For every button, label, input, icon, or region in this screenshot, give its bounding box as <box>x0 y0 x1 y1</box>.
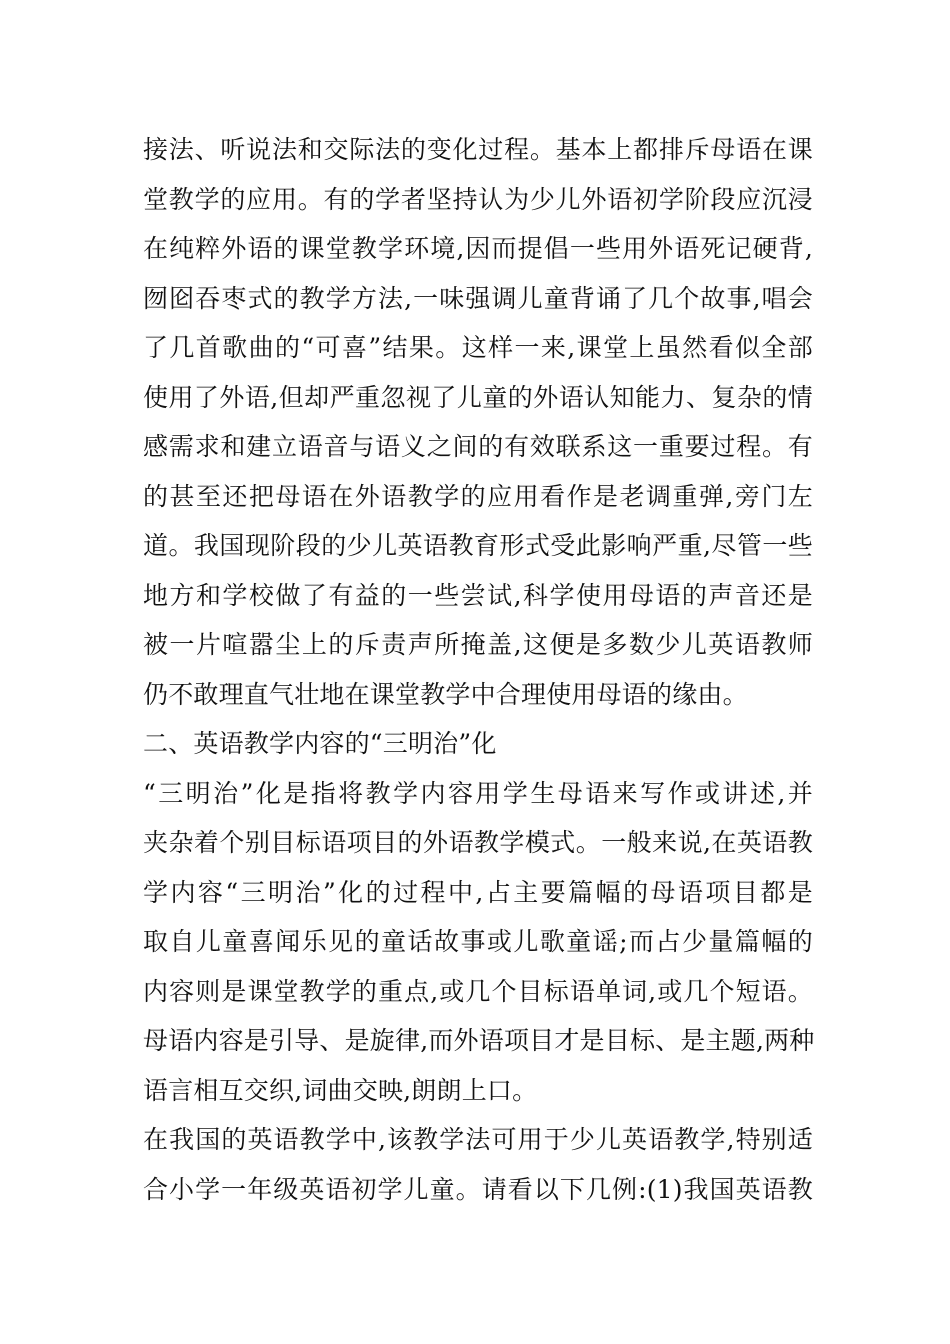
text-line: 了几首歌曲的“可喜”结果。这样一来,课堂上虽然看似全部 <box>143 333 813 362</box>
text-line: 语言相互交织,词曲交映,朗朗上口。 <box>143 1075 538 1105</box>
text-line: 在纯粹外语的课堂教学环境,因而提倡一些用外语死记硬背, <box>143 234 813 263</box>
text-line: 堂教学的应用。有的学者坚持认为少儿外语初学阶段应沉浸 <box>143 184 813 214</box>
text-line: 感需求和建立语音与语义之间的有效联系这一重要过程。有 <box>143 432 813 461</box>
document-body <box>143 125 813 1214</box>
text-line: 使用了外语,但却严重忽视了儿童的外语认知能力、复杂的情 <box>143 382 813 412</box>
text-line: 的甚至还把母语在外语教学的应用看作是老调重弹,旁门左 <box>143 481 813 511</box>
text-line: 接法、听说法和交际法的变化过程。基本上都排斥母语在课 <box>143 135 813 164</box>
text-line: 地方和学校做了有益的一些尝试,科学使用母语的声音还是 <box>143 580 813 610</box>
text-line: 取自儿童喜闻乐见的童话故事或儿歌童谣;而占少量篇幅的 <box>143 927 813 956</box>
text-line: 道。我国现阶段的少儿英语教育形式受此影响严重,尽管一些 <box>143 531 813 560</box>
text-line: 母语内容是引导、是旋律,而外语项目才是目标、是主题,两种 <box>143 1026 815 1055</box>
text-line: 合小学一年级英语初学儿童。请看以下几例:(1)我国英语教 <box>143 1174 813 1204</box>
text-line: 被一片喧嚣尘上的斥责声所掩盖,这便是多数少儿英语教师 <box>143 630 813 659</box>
text-line: 在我国的英语教学中,该教学法可用于少儿英语教学,特别适 <box>143 1125 813 1154</box>
text-line: 内容则是课堂教学的重点,或几个目标语单词,或几个短语。 <box>143 976 813 1006</box>
text-line: 夹杂着个别目标语项目的外语教学模式。一般来说,在英语教 <box>143 828 813 857</box>
text-line: 仍不敢理直气壮地在课堂教学中合理使用母语的缘由。 <box>143 679 748 709</box>
text-line: “三明治”化是指将教学内容用学生母语来写作或讲述,并 <box>143 778 813 808</box>
section-heading: 二、英语教学内容的“三明治”化 <box>143 729 497 758</box>
text-line: 囫囵吞枣式的教学方法,一味强调儿童背诵了几个故事,唱会 <box>143 283 813 313</box>
text-line: 学内容“三明治”化的过程中,占主要篇幅的母语项目都是 <box>143 877 813 907</box>
